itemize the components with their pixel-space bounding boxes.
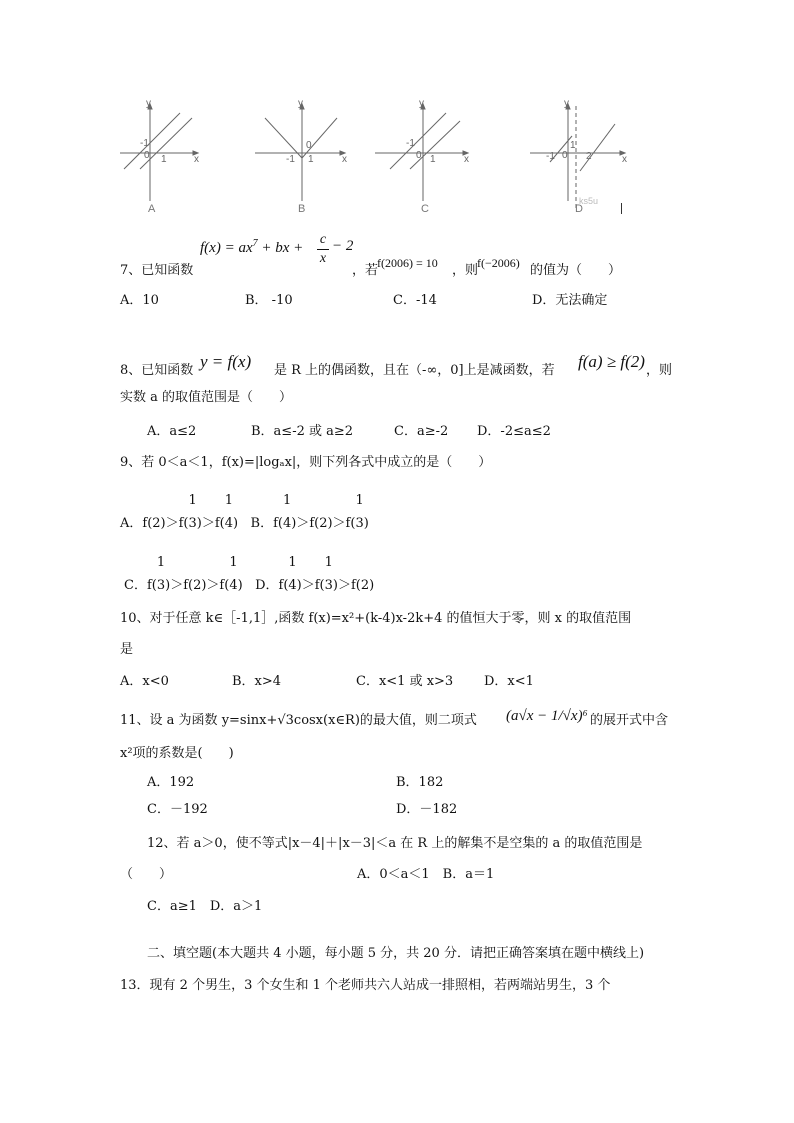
graph-a — [120, 104, 198, 201]
q9-d-val2 — [324, 555, 333, 593]
q7-frac-den: x — [319, 251, 327, 266]
graph-a-y: y — [146, 98, 151, 109]
q9-d-end: )＞f(2) — [332, 578, 375, 593]
q9-c-close: ) — [237, 578, 243, 593]
graph-d-x: x — [622, 154, 627, 165]
q9-b-val2 — [355, 493, 364, 531]
q8-func: y = f(x) — [200, 352, 252, 371]
q8-option-b: B．a≤-2 或 a≥2 — [251, 424, 354, 439]
q9-row2 — [124, 555, 375, 595]
q8-option-d: D．-2≤a≤2 — [477, 424, 551, 439]
q7-option-d: D．无法确定 — [532, 293, 608, 308]
graph-b-one: 1 — [308, 154, 314, 165]
ks5u-watermark: ks5u — [579, 196, 599, 206]
q9-c-den1: 3 — [156, 578, 166, 593]
q9-b-f2: f(2)＞f( — [309, 516, 356, 531]
graph-c-one: 1 — [430, 154, 436, 165]
q11-line2: x²项的系数是( ) — [120, 746, 234, 761]
q9-row1 — [120, 493, 369, 533]
graph-d-y: y — [564, 98, 569, 109]
q9-c-num1: 1 — [156, 555, 166, 570]
q9-b-val1 — [282, 493, 292, 531]
q11-option-d: D．－182 — [396, 802, 458, 817]
q11-option-b: B．182 — [396, 775, 444, 790]
section2-heading: 二、填空题(本大题共 4 小题，每小题 5 分，共 20 分．请把正确答案填在题中横线上) — [147, 946, 645, 961]
q7-formula-lhs: f(x) = ax — [200, 240, 253, 256]
graph-d-two: 2 — [586, 151, 592, 162]
cursor-mark — [621, 203, 622, 214]
q9-c-mid: )＞f(2)＞f( — [165, 578, 230, 593]
q9-b-den2: 3 — [355, 516, 364, 531]
q9-a-val1 — [188, 493, 197, 531]
graph-d-neg1: -1 — [546, 151, 555, 162]
q9-d-val1 — [288, 555, 297, 593]
q7-formula-mid: + bx + — [257, 240, 304, 256]
q7-formula — [200, 238, 303, 257]
q8-option-a: A．a≤2 — [147, 424, 197, 439]
q10-line1: 10、对于任意 k∈［-1,1］,函数 f(x)=x²+(k-4)x-2k+4 的值恒大于零，则 x 的取值范围 — [120, 611, 632, 626]
q9-c-val2 — [229, 555, 238, 593]
graph-b — [255, 104, 345, 201]
q9-b-den1: 4 — [282, 516, 292, 531]
q9-d-den2: 3 — [324, 578, 333, 593]
graphs-figure — [110, 96, 640, 224]
q9-a-val2 — [224, 493, 234, 531]
q7-stem-prefix: 7、已知函数 — [120, 263, 194, 278]
q9-option-c-prefix: C．f( — [124, 578, 157, 593]
graph-d-zero: 0 — [562, 150, 568, 161]
q9-c-val1 — [156, 555, 166, 593]
q9-d-num1: 1 — [288, 555, 297, 570]
q8-option-c: C．a≥-2 — [394, 424, 449, 439]
q11-line1-prefix: 11、设 a 为函数 y=sinx+√3cosx(x∈R)的最大值，则二项式 — [120, 713, 477, 728]
q7-stem-mid: ，若 — [352, 263, 379, 278]
q7-target: f(−2006) — [477, 256, 520, 270]
q9-a-close: ) — [233, 516, 239, 531]
graph-b-zero: 0 — [306, 140, 312, 151]
q7-frac-bar — [317, 249, 329, 250]
q12-line3: C．a≥1 D．a＞1 — [147, 899, 263, 914]
q7-cond: f(2006) = 10 — [377, 256, 438, 270]
q8-ineq: f(a) ≥ f(2) — [578, 352, 645, 371]
graph-b-x: x — [342, 154, 347, 165]
graph-c-neg1: -1 — [406, 138, 415, 149]
q8-line2: 实数 a 的取值范围是（ ） — [120, 390, 293, 405]
q7-formula-exp: 7 — [252, 238, 258, 249]
graph-a-one: 1 — [161, 154, 167, 165]
q8-mid: 是 R 上的偶函数，且在（-∞，0]上是减函数，若 — [274, 363, 555, 378]
q11-binom: (a√x − 1/√x)⁶ — [506, 708, 588, 724]
q9-option-b-prefix: B．f( — [250, 516, 283, 531]
q7-frac — [317, 232, 329, 267]
q7-option-c: C．-14 — [393, 293, 437, 308]
q12-line1: 12、若 a＞0，使不等式|x－4|＋|x－3|＜a 在 R 上的解集不是空集的 a 的取值范围是 — [147, 836, 643, 851]
graph-a-neg1: -1 — [140, 138, 149, 149]
q9-stem: 9、若 0＜a＜1，f(x)=|logₐx|，则下列各式中成立的是（ ） — [120, 455, 492, 470]
q7-frac-num: c — [319, 232, 327, 247]
q10-option-b: B．x>4 — [232, 674, 282, 689]
q11-line1-suffix: 的展开式中含 — [590, 713, 669, 728]
q12-line2-left: （ ） — [120, 867, 173, 882]
graph-b-label: B — [298, 203, 306, 215]
q9-d-sep: )＞f( — [296, 578, 325, 593]
q9-option-a-prefix: A．f(2)＞f( — [120, 516, 189, 531]
graph-a-zero: 0 — [144, 150, 150, 161]
q7-formula-tail: − 2 — [332, 238, 354, 254]
graph-a-x: x — [194, 154, 199, 165]
q10-option-a: A．x<0 — [120, 674, 169, 689]
q11-option-c: C．－192 — [147, 802, 208, 817]
q12-line2-right: A．0＜a＜1 B．a＝1 — [357, 867, 495, 882]
graph-b-neg1: -1 — [286, 154, 295, 165]
q9-option-d-prefix: D．f( — [255, 578, 289, 593]
q13-line1: 13．现有 2 个男生，3 个女生和 1 个老师共六人站成一排照相，若两端站男生，3 个 — [120, 978, 611, 993]
q9-a-num2: 1 — [224, 493, 234, 508]
q9-b-num2: 1 — [355, 493, 364, 508]
graph-c-label: C — [421, 203, 429, 215]
q7-stem-suffix: 的值为（ ） — [530, 263, 622, 278]
q11-option-a: A．192 — [147, 775, 195, 790]
graph-d-label: D — [575, 203, 583, 215]
q9-a-den2: 4 — [224, 516, 234, 531]
q8-suffix: ，则 — [646, 363, 673, 378]
q9-c-num2: 1 — [229, 555, 238, 570]
q9-d-num2: 1 — [324, 555, 333, 570]
q10-option-d: D．x<1 — [484, 674, 534, 689]
q9-b-close: ) — [363, 516, 369, 531]
q7-stem-mid2: ，则 — [452, 263, 479, 278]
graph-b-y: y — [298, 98, 303, 109]
q9-b-mid: )＞ — [291, 516, 310, 531]
graph-c-zero: 0 — [416, 150, 422, 161]
q9-a-den1: 3 — [188, 516, 197, 531]
q7-option-a: A．10 — [120, 293, 159, 308]
graph-a-label: A — [148, 203, 156, 215]
q9-d-den1: 4 — [288, 578, 297, 593]
q10-line2: 是 — [120, 642, 134, 657]
graph-c-y: y — [419, 98, 424, 109]
graph-d-one: 1 — [570, 140, 576, 151]
q8-prefix: 8、已知函数 — [120, 363, 194, 378]
q9-b-num1: 1 — [282, 493, 292, 508]
q9-a-num1: 1 — [188, 493, 197, 508]
q9-c-den2: 4 — [229, 578, 238, 593]
graph-d — [530, 104, 625, 208]
q9-a-sep: )＞f( — [196, 516, 225, 531]
q7-option-b: B． -10 — [245, 293, 293, 308]
q10-option-c: C．x<1 或 x>3 — [356, 674, 454, 689]
graph-c-x: x — [464, 154, 469, 165]
